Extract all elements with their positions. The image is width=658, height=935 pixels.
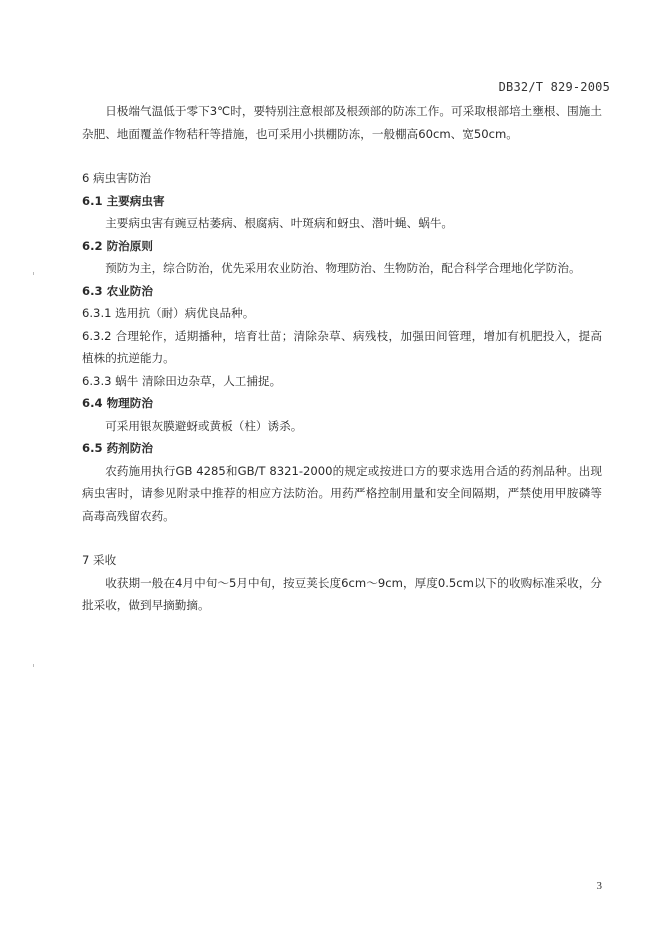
document-body (82, 100, 602, 617)
section-6-3-title: 6.3 农业防治 (82, 283, 153, 298)
section-6-2-title: 6.2 防治原则 (82, 238, 153, 253)
section-6-2-text: 预防为主，综合防治，优先采用农业防治、物理防治、生物防治，配合科学合理地化学防治。 (105, 261, 581, 275)
section-6-3-2: 6.3.2 合理轮作，适期播种，培育壮苗；清除杂草、病残枝，加强田间管理，增加有机肥投入，提高植株的抗逆能力。 (82, 328, 602, 365)
page-number: 3 (596, 880, 602, 892)
section-6-4-title: 6.4 物理防治 (82, 396, 153, 410)
section-6-3-3: 6.3.3 蜗牛 清除田边杂草，人工捕捉。 (82, 373, 282, 388)
section-6-5-title: 6.5 药剂防治 (82, 441, 153, 455)
margin-mark (33, 664, 34, 667)
intro-paragraph: 日极端气温低于零下3℃时，要特别注意根部及根颈部的防冻工作。可采取根部培土壅根、围施土杂肥、地面覆盖作物秸秆等措施，也可采用小拱棚防冻，一般棚高60cm、宽50cm。 (82, 104, 602, 141)
section-6-5-text: 农药施用执行GB 4285和GB/T 8321-2000的规定或按进口方的要求选用合适的药剂品种。出现病虫害时，请参见附录中推荐的相应方法防治。用药严格控制用量和安全间隔期，严禁使用甲胺磷等高毒高残留农药。 (82, 463, 602, 523)
section-6-title: 6 病虫害防治 (82, 171, 152, 185)
spacer (82, 145, 602, 167)
section-7-text: 收获期一般在4月中旬～5月中旬，按豆荚长度6cm～9cm，厚度0.5cm以下的收购标准采收，分批采收，做到早摘勤摘。 (82, 575, 602, 612)
spacer (82, 527, 602, 549)
section-6-3-1: 6.3.1 选用抗（耐）病优良品种。 (82, 306, 255, 320)
margin-mark (33, 272, 34, 275)
section-6-1-title: 6.1 主要病虫害 (82, 193, 165, 208)
section-6-1-text: 主要病虫害有豌豆枯萎病、根腐病、叶斑病和蚜虫、潜叶蝇、蜗牛。 (105, 216, 454, 230)
section-7-title: 7 采收 (82, 553, 117, 567)
section-6-4-text: 可采用银灰膜避蚜或黄板（柱）诱杀。 (105, 418, 303, 433)
standard-code: DB32/T 829-2005 (498, 80, 610, 94)
